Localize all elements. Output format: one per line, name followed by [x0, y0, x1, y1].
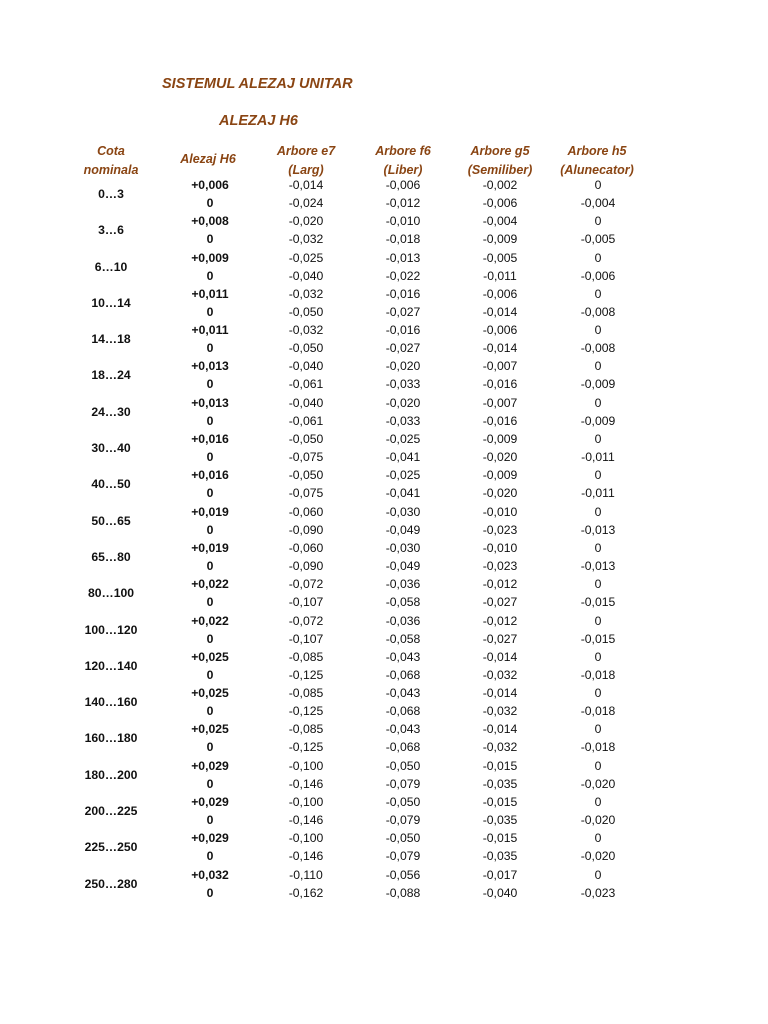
alezaj-h6-lower-deviation: 0 — [206, 595, 214, 610]
arbore-f6-lower-deviation: -0,049 — [385, 522, 421, 537]
arbore-h5-upper-deviation: 0 — [594, 758, 602, 773]
arbore-h5-lower-deviation: -0,020 — [580, 849, 616, 864]
table-row — [0, 394, 768, 430]
header-alezaj-line1: Alezaj H6 — [180, 152, 236, 166]
arbore-f6-lower-deviation: -0,079 — [385, 849, 421, 864]
alezaj-h6-lower-deviation: 0 — [206, 558, 214, 573]
arbore-g5-lower-deviation: -0,009 — [482, 232, 518, 247]
arbore-f6-upper-deviation: -0,025 — [385, 432, 421, 447]
table-row — [0, 212, 768, 248]
arbore-e7-upper-deviation: -0,085 — [288, 649, 324, 664]
arbore-f6-upper-deviation: -0,050 — [385, 831, 421, 846]
arbore-g5-upper-deviation: -0,014 — [482, 722, 518, 737]
arbore-h5-upper-deviation: 0 — [594, 359, 602, 374]
table-row — [0, 720, 768, 756]
arbore-g5-upper-deviation: -0,007 — [482, 395, 518, 410]
arbore-e7-upper-deviation: -0,020 — [288, 214, 324, 229]
arbore-g5-upper-deviation: -0,010 — [482, 504, 518, 519]
table-row — [0, 285, 768, 321]
alezaj-h6-lower-deviation: 0 — [206, 268, 214, 283]
document-title: SISTEMUL ALEZAJ UNITAR — [162, 76, 353, 92]
alezaj-h6-upper-deviation: +0,025 — [191, 686, 229, 701]
alezaj-h6-upper-deviation: +0,029 — [191, 758, 229, 773]
alezaj-h6-lower-deviation: 0 — [206, 341, 214, 356]
cota-nominala-cell: 140…160 — [84, 695, 138, 710]
arbore-f6-lower-deviation: -0,027 — [385, 341, 421, 356]
alezaj-h6-lower-deviation: 0 — [206, 196, 214, 210]
table-row — [0, 503, 768, 539]
arbore-f6-lower-deviation: -0,033 — [385, 377, 421, 392]
cota-nominala-cell: 40…50 — [91, 477, 131, 492]
arbore-h5-lower-deviation: -0,020 — [580, 776, 616, 791]
arbore-f6-upper-deviation: -0,030 — [385, 540, 421, 555]
alezaj-h6-upper-deviation: +0,013 — [191, 395, 229, 410]
arbore-g5-upper-deviation: -0,014 — [482, 686, 518, 701]
arbore-g5-upper-deviation: -0,007 — [482, 359, 518, 374]
arbore-g5-lower-deviation: -0,027 — [482, 595, 518, 610]
arbore-e7-upper-deviation: -0,040 — [288, 395, 324, 410]
arbore-e7-upper-deviation: -0,085 — [288, 686, 324, 701]
arbore-h5-lower-deviation: -0,018 — [580, 704, 616, 719]
cota-nominala-cell: 100…120 — [84, 622, 138, 637]
arbore-h5-upper-deviation: 0 — [594, 250, 602, 265]
arbore-g5-lower-deviation: -0,016 — [482, 377, 518, 392]
alezaj-h6-lower-deviation: 0 — [206, 232, 214, 247]
arbore-f6-upper-deviation: -0,050 — [385, 795, 421, 810]
arbore-e7-lower-deviation: -0,075 — [288, 486, 324, 501]
alezaj-h6-lower-deviation: 0 — [206, 631, 214, 646]
cota-nominala-cell: 65…80 — [91, 549, 131, 564]
arbore-f6-upper-deviation: -0,056 — [385, 867, 421, 882]
arbore-e7-upper-deviation: -0,072 — [288, 613, 324, 628]
header-f6-line2: (Liber) — [383, 163, 423, 177]
arbore-g5-lower-deviation: -0,020 — [482, 450, 518, 465]
arbore-e7-upper-deviation: -0,110 — [289, 867, 323, 882]
arbore-f6-lower-deviation: -0,068 — [385, 740, 421, 755]
arbore-f6-lower-deviation: -0,049 — [385, 558, 421, 573]
arbore-f6-upper-deviation: -0,025 — [385, 468, 421, 483]
cota-nominala-cell: 250…280 — [84, 876, 138, 891]
arbore-g5-upper-deviation: -0,009 — [482, 432, 518, 447]
arbore-e7-lower-deviation: -0,125 — [288, 704, 324, 719]
arbore-e7-lower-deviation: -0,032 — [288, 232, 324, 247]
alezaj-h6-upper-deviation: +0,019 — [191, 540, 229, 555]
arbore-g5-upper-deviation: -0,006 — [482, 323, 518, 338]
arbore-e7-lower-deviation: -0,061 — [288, 377, 324, 392]
arbore-e7-lower-deviation: -0,125 — [288, 667, 324, 682]
arbore-h5-lower-deviation: -0,020 — [580, 813, 616, 828]
header-f6-line1: Arbore f6 — [375, 144, 431, 158]
arbore-g5-upper-deviation: -0,009 — [482, 468, 518, 483]
cota-nominala-cell: 225…250 — [84, 840, 138, 855]
arbore-f6-upper-deviation: -0,013 — [385, 250, 421, 265]
arbore-g5-upper-deviation: -0,005 — [482, 250, 518, 265]
arbore-f6-lower-deviation: -0,068 — [385, 704, 421, 719]
arbore-g5-lower-deviation: -0,011 — [483, 268, 517, 283]
header-e7-line1: Arbore e7 — [276, 144, 336, 158]
arbore-f6-upper-deviation: -0,016 — [385, 286, 421, 301]
cota-nominala-cell: 6…10 — [94, 259, 128, 274]
arbore-e7-upper-deviation: -0,072 — [288, 577, 324, 592]
alezaj-h6-upper-deviation: +0,022 — [191, 577, 229, 592]
arbore-e7-upper-deviation: -0,060 — [288, 504, 324, 519]
arbore-e7-upper-deviation: -0,014 — [288, 178, 324, 192]
arbore-e7-upper-deviation: -0,050 — [288, 468, 324, 483]
table-row — [0, 757, 768, 793]
alezaj-h6-lower-deviation: 0 — [206, 704, 214, 719]
arbore-e7-lower-deviation: -0,024 — [288, 196, 324, 210]
arbore-f6-lower-deviation: -0,088 — [385, 885, 421, 900]
arbore-e7-lower-deviation: -0,061 — [288, 413, 324, 428]
arbore-g5-upper-deviation: -0,015 — [482, 758, 518, 773]
alezaj-h6-lower-deviation: 0 — [206, 522, 214, 537]
alezaj-h6-lower-deviation: 0 — [206, 667, 214, 682]
alezaj-h6-upper-deviation: +0,029 — [191, 795, 229, 810]
arbore-h5-lower-deviation: -0,004 — [580, 196, 616, 210]
header-arbore-f6 — [375, 142, 431, 180]
arbore-g5-lower-deviation: -0,014 — [482, 304, 518, 319]
cota-nominala-cell: 120…140 — [84, 658, 138, 673]
alezaj-h6-upper-deviation: +0,016 — [191, 432, 229, 447]
arbore-e7-upper-deviation: -0,050 — [288, 432, 324, 447]
arbore-g5-upper-deviation: -0,002 — [482, 178, 518, 192]
cota-nominala-cell: 160…180 — [84, 731, 138, 746]
arbore-e7-upper-deviation: -0,100 — [288, 795, 324, 810]
alezaj-h6-lower-deviation: 0 — [206, 304, 214, 319]
arbore-f6-upper-deviation: -0,050 — [385, 758, 421, 773]
alezaj-h6-upper-deviation: +0,008 — [191, 214, 229, 229]
header-e7-line2: (Larg) — [288, 163, 324, 177]
arbore-e7-upper-deviation: -0,085 — [288, 722, 324, 737]
arbore-e7-lower-deviation: -0,146 — [288, 776, 324, 791]
arbore-g5-lower-deviation: -0,016 — [482, 413, 518, 428]
arbore-h5-lower-deviation: -0,008 — [580, 304, 616, 319]
arbore-e7-lower-deviation: -0,090 — [288, 558, 324, 573]
arbore-g5-lower-deviation: -0,035 — [482, 813, 518, 828]
arbore-f6-upper-deviation: -0,020 — [385, 359, 421, 374]
alezaj-h6-lower-deviation: 0 — [206, 486, 214, 501]
arbore-h5-upper-deviation: 0 — [594, 286, 602, 301]
arbore-h5-lower-deviation: -0,018 — [580, 740, 616, 755]
header-cota-nominala — [84, 142, 139, 180]
arbore-e7-lower-deviation: -0,125 — [288, 740, 324, 755]
arbore-f6-lower-deviation: -0,033 — [385, 413, 421, 428]
arbore-f6-upper-deviation: -0,043 — [385, 686, 421, 701]
arbore-e7-lower-deviation: -0,107 — [288, 631, 324, 646]
arbore-f6-upper-deviation: -0,043 — [385, 649, 421, 664]
alezaj-h6-upper-deviation: +0,006 — [191, 178, 229, 192]
arbore-e7-upper-deviation: -0,032 — [288, 286, 324, 301]
arbore-f6-lower-deviation: -0,027 — [385, 304, 421, 319]
arbore-f6-lower-deviation: -0,068 — [385, 667, 421, 682]
table-row — [0, 466, 768, 502]
arbore-f6-upper-deviation: -0,030 — [385, 504, 421, 519]
arbore-h5-lower-deviation: -0,008 — [580, 341, 616, 356]
table-row — [0, 249, 768, 285]
header-h5-line2: (Alunecator) — [560, 163, 634, 177]
header-arbore-h5 — [560, 142, 634, 180]
cota-nominala-cell: 14…18 — [91, 332, 131, 347]
arbore-h5-upper-deviation: 0 — [594, 686, 602, 701]
alezaj-h6-lower-deviation: 0 — [206, 885, 214, 900]
arbore-h5-upper-deviation: 0 — [594, 432, 602, 447]
table-row — [0, 357, 768, 393]
arbore-e7-lower-deviation: -0,146 — [288, 813, 324, 828]
header-h5-line1: Arbore h5 — [567, 144, 627, 158]
arbore-g5-upper-deviation: -0,014 — [482, 649, 518, 664]
table-subtitle: ALEZAJ H6 — [219, 113, 298, 129]
arbore-h5-upper-deviation: 0 — [594, 867, 602, 882]
arbore-e7-upper-deviation: -0,060 — [288, 540, 324, 555]
arbore-h5-upper-deviation: 0 — [594, 831, 602, 846]
arbore-g5-upper-deviation: -0,006 — [482, 286, 518, 301]
alezaj-h6-upper-deviation: +0,016 — [191, 468, 229, 483]
arbore-g5-upper-deviation: -0,017 — [482, 867, 518, 882]
arbore-e7-lower-deviation: -0,040 — [288, 268, 324, 283]
arbore-f6-lower-deviation: -0,058 — [385, 595, 421, 610]
cota-nominala-cell: 24…30 — [91, 404, 131, 419]
arbore-g5-upper-deviation: -0,012 — [482, 613, 518, 628]
alezaj-h6-upper-deviation: +0,009 — [191, 250, 229, 265]
arbore-g5-lower-deviation: -0,040 — [482, 885, 518, 900]
arbore-e7-upper-deviation: -0,040 — [288, 359, 324, 374]
arbore-g5-lower-deviation: -0,032 — [482, 704, 518, 719]
table-row — [0, 648, 768, 684]
arbore-h5-lower-deviation: -0,013 — [580, 522, 616, 537]
header-cota-line1: Cota — [97, 144, 125, 158]
cota-nominala-cell: 200…225 — [84, 804, 138, 819]
arbore-f6-upper-deviation: -0,010 — [385, 214, 421, 229]
arbore-f6-lower-deviation: -0,079 — [385, 813, 421, 828]
arbore-h5-upper-deviation: 0 — [594, 178, 602, 192]
arbore-f6-lower-deviation: -0,041 — [385, 486, 421, 501]
header-alezaj-h6 — [180, 150, 236, 169]
alezaj-h6-upper-deviation: +0,029 — [191, 831, 229, 846]
arbore-f6-upper-deviation: -0,020 — [385, 395, 421, 410]
alezaj-h6-lower-deviation: 0 — [206, 849, 214, 864]
arbore-g5-lower-deviation: -0,014 — [482, 341, 518, 356]
alezaj-h6-lower-deviation: 0 — [206, 740, 214, 755]
arbore-f6-lower-deviation: -0,058 — [385, 631, 421, 646]
arbore-e7-lower-deviation: -0,050 — [288, 341, 324, 356]
arbore-g5-lower-deviation: -0,020 — [482, 486, 518, 501]
arbore-e7-upper-deviation: -0,100 — [288, 758, 324, 773]
arbore-h5-upper-deviation: 0 — [594, 504, 602, 519]
arbore-e7-lower-deviation: -0,146 — [288, 849, 324, 864]
arbore-h5-lower-deviation: -0,006 — [580, 268, 616, 283]
alezaj-h6-upper-deviation: +0,011 — [191, 286, 229, 301]
arbore-g5-upper-deviation: -0,012 — [482, 577, 518, 592]
arbore-f6-upper-deviation: -0,006 — [385, 178, 421, 192]
arbore-h5-lower-deviation: -0,009 — [580, 413, 616, 428]
arbore-g5-lower-deviation: -0,032 — [482, 667, 518, 682]
table-row — [0, 793, 768, 829]
arbore-g5-upper-deviation: -0,015 — [482, 795, 518, 810]
arbore-h5-upper-deviation: 0 — [594, 722, 602, 737]
arbore-h5-upper-deviation: 0 — [594, 577, 602, 592]
arbore-e7-upper-deviation: -0,100 — [288, 831, 324, 846]
cota-nominala-cell: 30…40 — [91, 441, 131, 456]
arbore-g5-lower-deviation: -0,023 — [482, 558, 518, 573]
arbore-h5-upper-deviation: 0 — [594, 613, 602, 628]
arbore-g5-lower-deviation: -0,035 — [482, 849, 518, 864]
table-row — [0, 321, 768, 357]
alezaj-h6-upper-deviation: +0,032 — [191, 867, 229, 882]
arbore-h5-lower-deviation: -0,018 — [580, 667, 616, 682]
cota-nominala-cell: 3…6 — [98, 223, 124, 238]
arbore-g5-upper-deviation: -0,010 — [482, 540, 518, 555]
arbore-f6-lower-deviation: -0,012 — [385, 196, 421, 210]
arbore-f6-upper-deviation: -0,016 — [385, 323, 421, 338]
arbore-h5-lower-deviation: -0,015 — [580, 631, 616, 646]
arbore-f6-upper-deviation: -0,036 — [385, 613, 421, 628]
alezaj-h6-upper-deviation: +0,013 — [191, 359, 229, 374]
arbore-g5-lower-deviation: -0,006 — [482, 196, 518, 210]
alezaj-h6-upper-deviation: +0,025 — [191, 722, 229, 737]
arbore-g5-upper-deviation: -0,004 — [482, 214, 518, 229]
header-g5-line2: (Semiliber) — [467, 163, 533, 177]
cota-nominala-cell: 180…200 — [84, 767, 138, 782]
table-row — [0, 866, 768, 902]
cota-nominala-cell: 10…14 — [91, 295, 131, 310]
alezaj-h6-upper-deviation: +0,022 — [191, 613, 229, 628]
table-row — [0, 539, 768, 575]
table-row — [0, 612, 768, 648]
cota-nominala-cell: 0…3 — [98, 187, 124, 201]
header-g5-line1: Arbore g5 — [470, 144, 530, 158]
arbore-f6-lower-deviation: -0,079 — [385, 776, 421, 791]
arbore-g5-lower-deviation: -0,027 — [482, 631, 518, 646]
cota-nominala-cell: 50…65 — [91, 513, 131, 528]
arbore-g5-lower-deviation: -0,023 — [482, 522, 518, 537]
arbore-g5-lower-deviation: -0,032 — [482, 740, 518, 755]
arbore-h5-lower-deviation: -0,023 — [580, 885, 616, 900]
arbore-f6-lower-deviation: -0,022 — [385, 268, 421, 283]
alezaj-h6-lower-deviation: 0 — [206, 813, 214, 828]
arbore-f6-lower-deviation: -0,041 — [385, 450, 421, 465]
arbore-h5-lower-deviation: -0,005 — [580, 232, 616, 247]
tolerance-table — [0, 176, 768, 902]
arbore-h5-upper-deviation: 0 — [594, 214, 602, 229]
alezaj-h6-lower-deviation: 0 — [206, 377, 214, 392]
arbore-e7-lower-deviation: -0,090 — [288, 522, 324, 537]
arbore-h5-upper-deviation: 0 — [594, 649, 602, 664]
arbore-e7-lower-deviation: -0,162 — [288, 885, 324, 900]
arbore-h5-upper-deviation: 0 — [594, 795, 602, 810]
arbore-h5-lower-deviation: -0,009 — [580, 377, 616, 392]
arbore-f6-upper-deviation: -0,043 — [385, 722, 421, 737]
table-row — [0, 829, 768, 865]
header-arbore-g5 — [468, 142, 533, 180]
arbore-f6-lower-deviation: -0,018 — [385, 232, 421, 247]
arbore-h5-lower-deviation: -0,015 — [580, 595, 616, 610]
header-cota-line2: nominala — [83, 163, 139, 177]
cota-nominala-cell: 80…100 — [87, 586, 135, 601]
table-row — [0, 684, 768, 720]
arbore-e7-lower-deviation: -0,107 — [288, 595, 324, 610]
alezaj-h6-lower-deviation: 0 — [206, 413, 214, 428]
arbore-e7-lower-deviation: -0,050 — [288, 304, 324, 319]
arbore-h5-lower-deviation: -0,011 — [581, 450, 615, 465]
arbore-e7-upper-deviation: -0,025 — [288, 250, 324, 265]
table-row — [0, 176, 768, 212]
alezaj-h6-lower-deviation: 0 — [206, 450, 214, 465]
arbore-h5-lower-deviation: -0,013 — [580, 558, 616, 573]
arbore-h5-upper-deviation: 0 — [594, 323, 602, 338]
table-row — [0, 430, 768, 466]
cota-nominala-cell: 18…24 — [91, 368, 131, 383]
arbore-h5-upper-deviation: 0 — [594, 395, 602, 410]
alezaj-h6-upper-deviation: +0,025 — [191, 649, 229, 664]
table-row — [0, 575, 768, 611]
arbore-g5-upper-deviation: -0,015 — [482, 831, 518, 846]
alezaj-h6-upper-deviation: +0,019 — [191, 504, 229, 519]
arbore-h5-lower-deviation: -0,011 — [581, 486, 615, 501]
arbore-h5-upper-deviation: 0 — [594, 468, 602, 483]
arbore-f6-upper-deviation: -0,036 — [385, 577, 421, 592]
arbore-e7-lower-deviation: -0,075 — [288, 450, 324, 465]
arbore-h5-upper-deviation: 0 — [594, 540, 602, 555]
arbore-e7-upper-deviation: -0,032 — [288, 323, 324, 338]
header-arbore-e7 — [277, 142, 335, 180]
alezaj-h6-lower-deviation: 0 — [206, 776, 214, 791]
arbore-g5-lower-deviation: -0,035 — [482, 776, 518, 791]
alezaj-h6-upper-deviation: +0,011 — [191, 323, 229, 338]
